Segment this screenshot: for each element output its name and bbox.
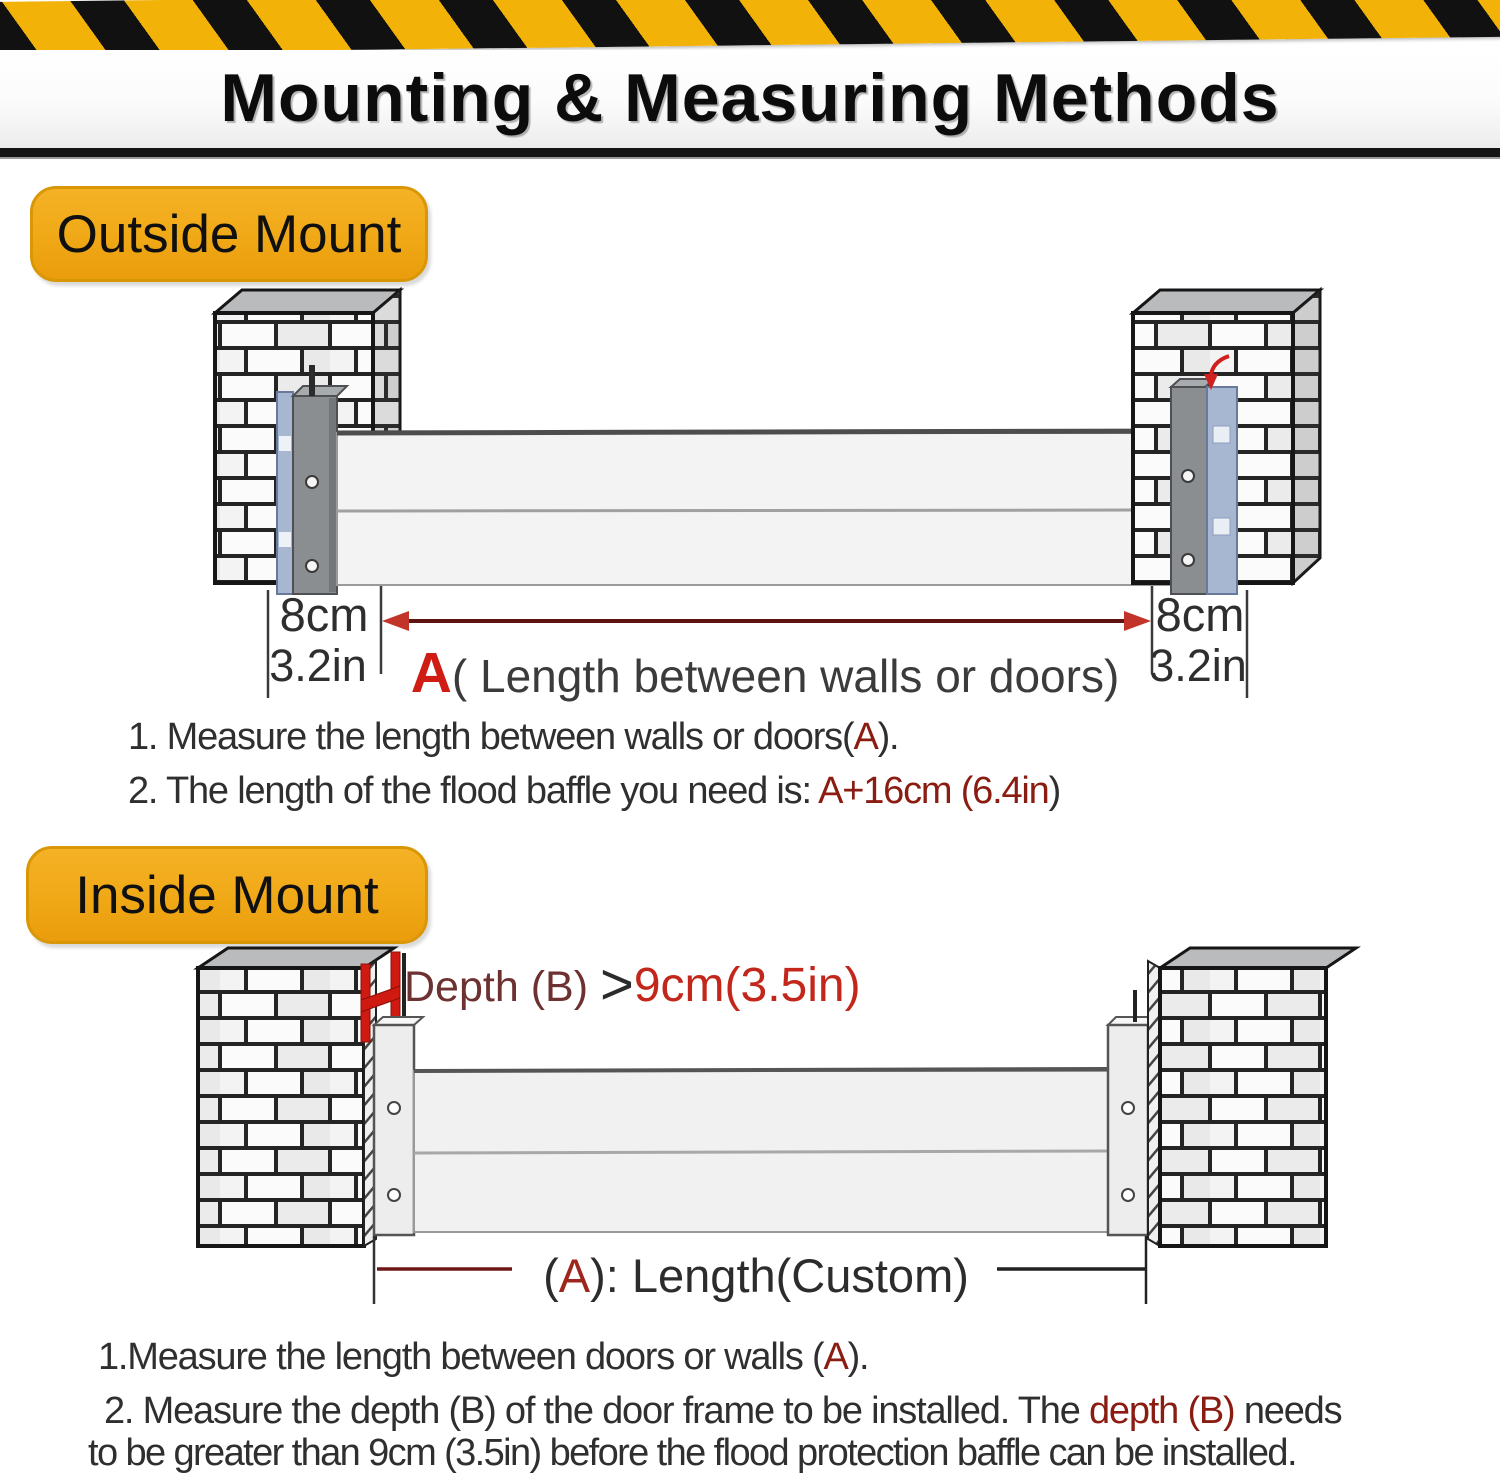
screw-hole	[1122, 1189, 1134, 1201]
span-length-label	[385, 640, 1145, 706]
right-offset-in-label: 3.2in	[1149, 640, 1247, 691]
inside-mount-diagram	[0, 940, 1500, 1312]
left-offset-cm-label: 8cm	[279, 588, 369, 641]
inside-step-2-line-2: to be greater than 9cm (3.5in) before the flood protection baffle can be installed.	[88, 1432, 1296, 1474]
flood-barrier-panels	[414, 1069, 1108, 1232]
greater-than-sign: >	[599, 952, 634, 1017]
left-seal-strip	[277, 392, 293, 594]
span-measure-arrow	[382, 611, 1151, 631]
outside-mount-badge-label: Outside Mount	[56, 204, 402, 264]
caution-stripe-banner	[0, 0, 1500, 54]
span-length-label-A: A	[410, 641, 452, 705]
flood-barrier-panels	[337, 431, 1175, 585]
right-mount-channel	[1171, 356, 1237, 594]
depth-label-value: 9cm(3.5in)	[633, 959, 861, 1012]
length-custom-label: (A): Length(Custom)	[543, 1249, 969, 1302]
outside-mount-drawing	[0, 270, 1500, 702]
right-offset-cm-label: 8cm	[1155, 588, 1245, 641]
screw-hole	[388, 1189, 400, 1201]
anchor-mark	[1133, 990, 1137, 1022]
right-seal-strip	[1207, 387, 1237, 594]
anchor-mark	[309, 365, 315, 396]
inside-mount-badge-label: Inside Mount	[75, 865, 379, 925]
outside-step-1: 1. Measure the length between walls or doors(A).	[128, 716, 899, 758]
screw-hole	[306, 476, 318, 488]
depth-label	[404, 948, 861, 1015]
header-divider-bar	[0, 148, 1500, 159]
screw-hole	[1182, 470, 1194, 482]
outside-step-2: 2. The length of the flood baffle you need is: A+16cm (6.4in)	[128, 770, 1061, 812]
outside-mount-diagram	[0, 270, 1500, 705]
page-title: Mounting & Measuring Methods	[220, 60, 1280, 136]
length-label-A: A	[558, 1249, 591, 1302]
right-brick-pillar	[1148, 948, 1356, 1246]
span-length-label-text: ( Length between walls or doors)	[451, 650, 1120, 702]
screw-hole	[388, 1102, 400, 1114]
screw-hole	[306, 560, 318, 572]
inside-mount-badge	[26, 846, 428, 944]
screw-hole	[1182, 554, 1194, 566]
inside-step-1: 1.Measure the length between doors or walls (A).	[98, 1336, 869, 1378]
outside-mount-badge	[30, 186, 428, 282]
screw-hole	[1122, 1102, 1134, 1114]
left-offset-in-label: 3.2in	[269, 640, 367, 691]
inside-step-2-line-1: 2. Measure the depth (B) of the door frame to be installed. The depth (B) needs	[104, 1390, 1342, 1432]
depth-label-text: Depth (B)	[404, 963, 600, 1011]
